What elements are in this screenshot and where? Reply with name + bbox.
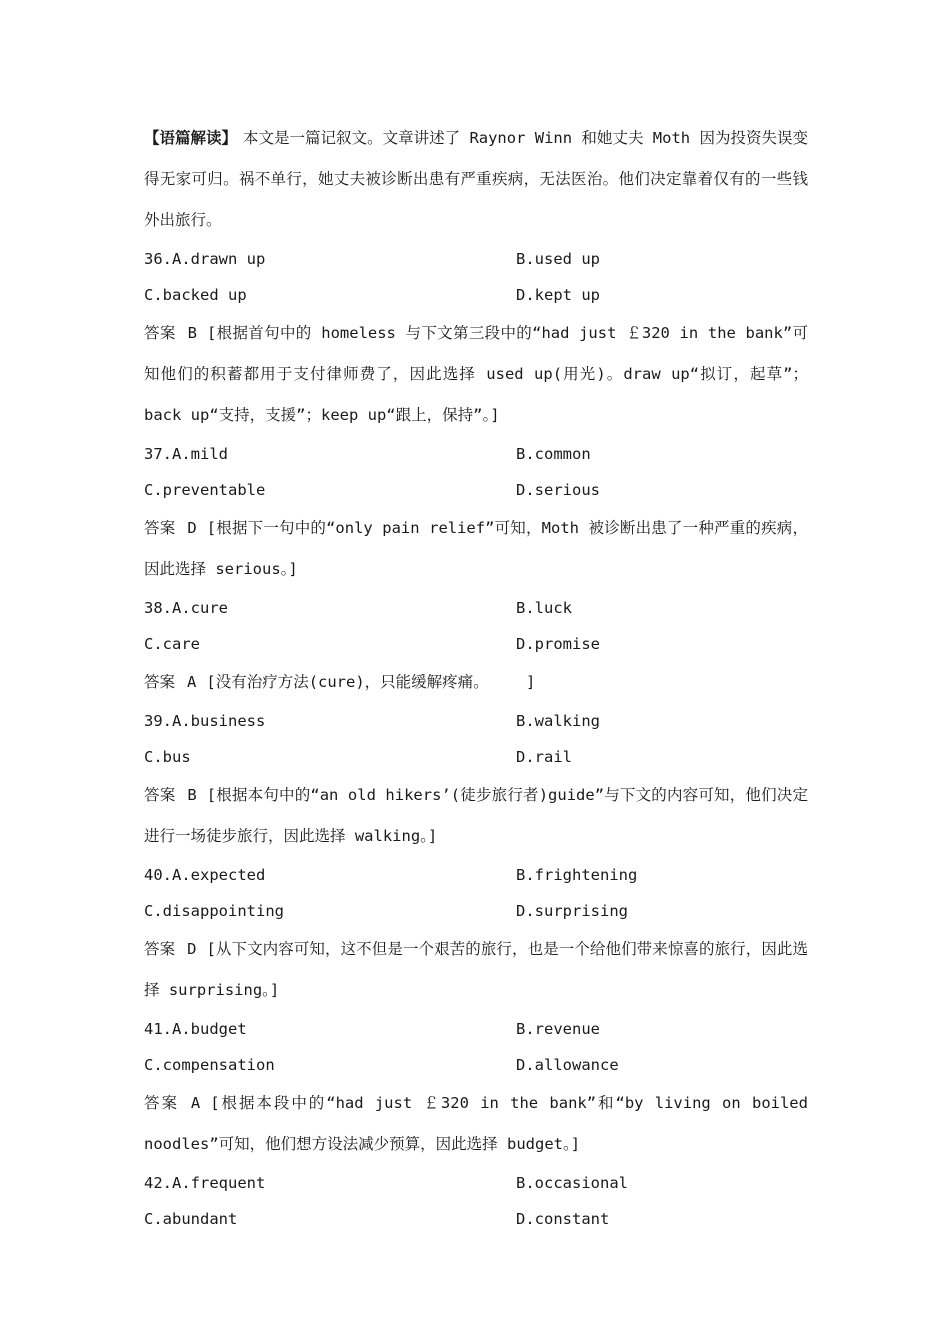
answer-paragraph	[144, 929, 808, 1011]
option-c: C.backed up	[144, 286, 247, 304]
option-a: 37.A.mild	[144, 445, 228, 463]
answer-explanation: [根据本段中的“had just ￡320 in the bank”和“by living on boiled noodles”可知，他们想方设法减少预算，因此选择 budget。]	[144, 1094, 808, 1153]
answer-label: 答案	[144, 786, 176, 804]
option-d: D.kept up	[516, 286, 600, 304]
options-row	[144, 1011, 808, 1047]
options-row	[144, 590, 808, 626]
options-row	[144, 241, 808, 277]
options-row	[144, 893, 808, 929]
option-b: B.occasional	[516, 1174, 628, 1192]
answer-letter: B	[187, 324, 197, 342]
option-a: 39.A.business	[144, 712, 266, 730]
option-d: D.surprising	[516, 902, 628, 920]
answer-label: 答案	[144, 324, 176, 342]
answer-paragraph	[144, 313, 808, 436]
option-c: C.bus	[144, 748, 191, 766]
option-a: 38.A.cure	[144, 599, 228, 617]
options-row	[144, 857, 808, 893]
option-b: B.revenue	[516, 1020, 600, 1038]
option-c: C.care	[144, 635, 200, 653]
answer-label: 答案	[144, 519, 176, 537]
option-c: C.preventable	[144, 481, 266, 499]
options-row	[144, 472, 808, 508]
answer-explanation: [根据本句中的“an old hikers’(徒步旅行者)guide”与下文的内容可知，他们决定进行一场徒步旅行，因此选择 walking。]	[144, 786, 808, 845]
option-d: D.serious	[516, 481, 600, 499]
answer-paragraph	[144, 662, 808, 703]
option-b: B.frightening	[516, 866, 638, 884]
answer-letter: D	[187, 519, 197, 537]
option-b: B.used up	[516, 250, 600, 268]
document-page	[144, 118, 808, 1237]
answer-paragraph	[144, 775, 808, 857]
option-c: C.disappointing	[144, 902, 284, 920]
option-c: C.abundant	[144, 1210, 238, 1228]
answer-letter: B	[187, 786, 197, 804]
option-d: D.allowance	[516, 1056, 619, 1074]
options-row	[144, 703, 808, 739]
answer-label: 答案	[144, 940, 176, 958]
options-row	[144, 1201, 808, 1237]
answer-explanation: [没有治疗方法(cure)，只能缓解疼痛。 ]	[206, 673, 536, 691]
answer-paragraph	[144, 1083, 808, 1165]
intro-paragraph	[144, 118, 808, 241]
option-d: D.constant	[516, 1210, 610, 1228]
option-c: C.compensation	[144, 1056, 275, 1074]
options-row	[144, 436, 808, 472]
option-a: 36.A.drawn up	[144, 250, 266, 268]
option-d: D.rail	[516, 748, 572, 766]
option-b: B.common	[516, 445, 591, 463]
answer-label: 答案	[144, 673, 176, 691]
answer-explanation: [根据首句中的 homeless 与下文第三段中的“had just ￡320 in the bank”可知他们的积蓄都用于支付律师费了，因此选择 used up(用光)。draw up“拟订，起草”；back up“支持，支援”；keep up“跟上，保持”。]	[144, 324, 808, 424]
intro-text: 本文是一篇记叙文。文章讲述了 Raynor Winn 和她丈夫 Moth 因为投资失误变得无家可归。祸不单行，她丈夫被诊断出患有严重疾病，无法医治。他们决定靠着仅有的一些钱外出旅行。	[144, 129, 808, 229]
option-a: 42.A.frequent	[144, 1174, 266, 1192]
options-row	[144, 277, 808, 313]
answer-letter: A	[190, 1094, 201, 1112]
intro-heading: 【语篇解读】	[144, 129, 238, 147]
options-row	[144, 1047, 808, 1083]
answer-label: 答案	[144, 1094, 179, 1112]
answer-letter: A	[187, 673, 197, 691]
option-b: B.walking	[516, 712, 600, 730]
answer-explanation: [根据下一句中的“only pain relief”可知，Moth 被诊断出患了一种严重的疾病，因此选择 serious。]	[144, 519, 808, 578]
options-row	[144, 739, 808, 775]
answer-explanation: [从下文内容可知，这不但是一个艰苦的旅行，也是一个给他们带来惊喜的旅行，因此选择 surprising。]	[144, 940, 808, 999]
option-d: D.promise	[516, 635, 600, 653]
option-a: 40.A.expected	[144, 866, 266, 884]
option-a: 41.A.budget	[144, 1020, 247, 1038]
answer-paragraph	[144, 508, 808, 590]
options-row	[144, 626, 808, 662]
options-row	[144, 1165, 808, 1201]
answer-letter: D	[187, 940, 197, 958]
option-b: B.luck	[516, 599, 572, 617]
